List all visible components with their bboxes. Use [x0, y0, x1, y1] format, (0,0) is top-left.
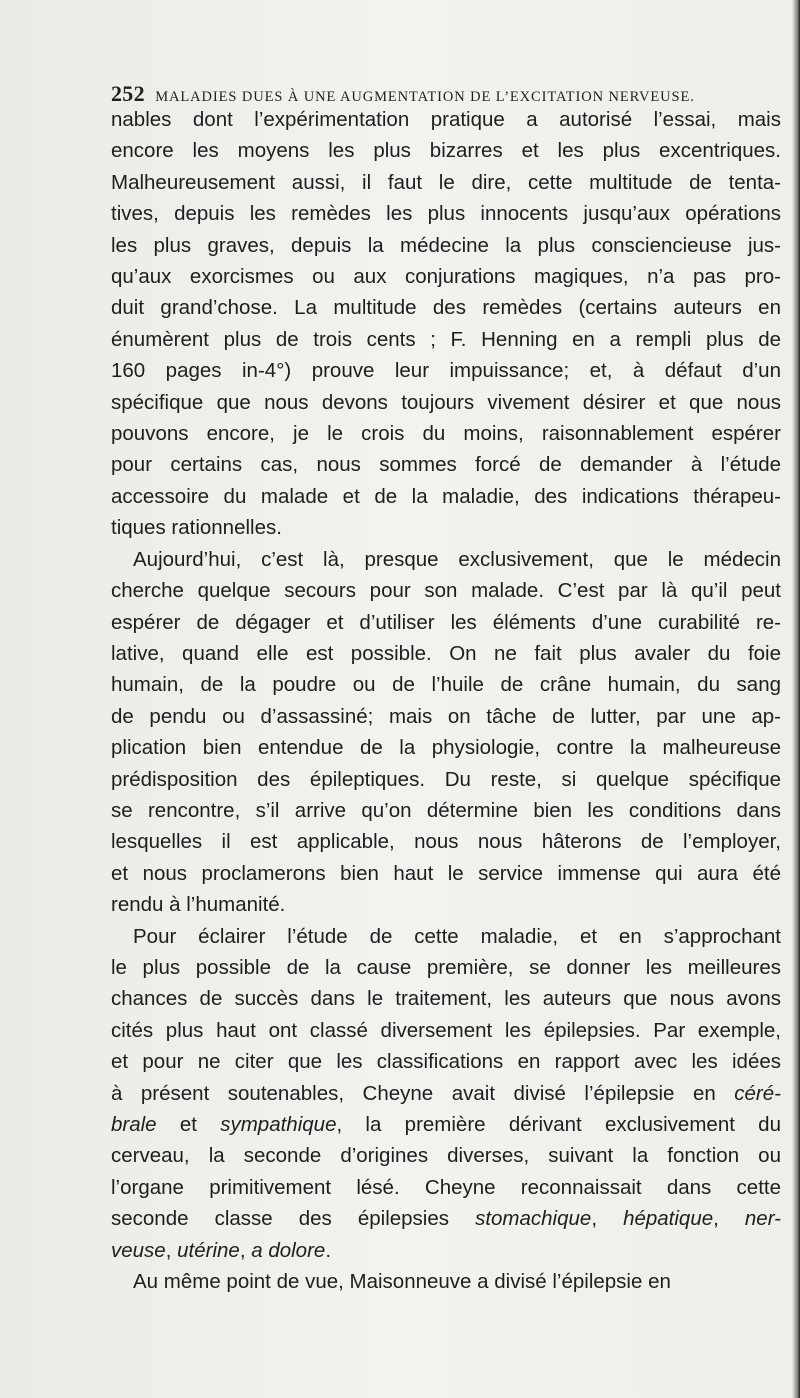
text-line: Au même point de vue, Maisonneuve a divisé l’épilepsie en	[133, 1270, 671, 1294]
text-line: accessoire du malade et de la maladie, des indications thérapeu-	[111, 484, 781, 508]
text-line: énumèrent plus de trois cents ; F. Henning en a rempli plus de	[111, 327, 781, 351]
text-line: humain, de la poudre ou de l’huile de crâne humain, du sang	[111, 673, 781, 697]
text-line: pouvons encore, je le crois du moins, raisonnablement espérer	[111, 422, 781, 446]
text-line: plication bien entendue de la physiologie, contre la malheureuse	[111, 736, 781, 760]
text-line: brale et sympathique, la première dérivant exclusivement du	[111, 1113, 781, 1136]
text-line: et pour ne citer que les classifications en rapport avec les idées	[111, 1050, 781, 1074]
text-line: les plus graves, depuis la médecine la plus consciencieuse jus-	[111, 233, 781, 257]
text-line: Malheureusement aussi, il faut le dire, cette multitude de tenta-	[111, 170, 781, 194]
italic-term: sympathique	[220, 1113, 337, 1136]
text-line: chances de succès dans le traitement, les auteurs que nous avons	[111, 987, 781, 1011]
italic-term: ner-	[744, 1207, 781, 1231]
text-line: Pour éclairer l’étude de cette maladie, et en s’approchant	[133, 924, 781, 948]
italic-term: hépatique	[623, 1207, 714, 1231]
text-line: cerveau, la seconde d’origines diverses, suivant la fonction ou	[111, 1144, 781, 1168]
text-line: seconde classe des épilepsies stomachique, hépatique, ner-	[111, 1207, 781, 1231]
text-line: rendu à l’humanité.	[111, 893, 286, 917]
text-line: duit grand’chose. La multitude des remèdes (certains auteurs en	[111, 296, 781, 320]
text-line: qu’aux exorcismes ou aux conjurations magiques, n’a pas pro-	[111, 265, 781, 289]
text-line: nables dont l’expérimentation pratique a autorisé l’essai, mais	[111, 108, 781, 131]
text-line: Aujourd’hui, c’est là, presque exclusivement, que le médecin	[133, 547, 781, 571]
body-text	[111, 104, 781, 1297]
italic-term: utérine	[177, 1238, 240, 1262]
text-line: pour certains cas, nous sommes forcé de demander à l’étude	[111, 453, 781, 477]
text-line: tiques rationnelles.	[111, 516, 282, 540]
text-line: cherche quelque secours pour son malade. C’est par là qu’il peut	[111, 579, 781, 603]
italic-term: brale	[111, 1113, 157, 1136]
italic-term: a dolore	[251, 1238, 326, 1262]
running-title: MALADIES DUES À UNE AUGMENTATION DE L’EXCITATION NERVEUSE.	[155, 89, 695, 105]
text-line: cités plus haut ont classé diversement les épilepsies. Par exemple,	[111, 1018, 781, 1042]
text-line: 160 pages in-4°) prouve leur impuissance; et, à défaut d’un	[111, 359, 781, 383]
text-line: veuse, utérine, a dolore.	[111, 1238, 332, 1262]
italic-term: stomachique	[475, 1207, 592, 1231]
text-line: espérer de dégager et d’utiliser les éléments d’une curabilité re-	[111, 610, 781, 634]
text-line: encore les moyens les plus bizarres et les plus excentriques.	[111, 139, 781, 163]
text-line: tives, depuis les remèdes les plus innocents jusqu’aux opérations	[111, 202, 781, 226]
text-line: lesquelles il est applicable, nous nous hâterons de l’employer,	[111, 830, 781, 854]
text-line: se rencontre, s’il arrive qu’on détermine bien les conditions dans	[111, 798, 781, 822]
text-line: de pendu ou d’assassiné; mais on tâche de lutter, par une ap-	[111, 704, 781, 728]
page-edge-shadow	[792, 0, 800, 1398]
page-number: 252	[111, 81, 145, 106]
text-line: l’organe primitivement lésé. Cheyne reconnaissait dans cette	[111, 1175, 781, 1199]
text-line: le plus possible de la cause première, se donner les meilleures	[111, 955, 781, 979]
text-line: prédisposition des épileptiques. Du reste, si quelque spécifique	[111, 767, 781, 791]
text-line: à présent soutenables, Cheyne avait divisé l’épilepsie en céré-	[111, 1081, 781, 1105]
text-line: lative, quand elle est possible. On ne fait plus avaler du foie	[111, 641, 781, 665]
text-line: spécifique que nous devons toujours vivement désirer et que nous	[111, 390, 781, 414]
text-line: et nous proclamerons bien haut le service immense qui aura été	[111, 861, 781, 885]
italic-term: céré-	[734, 1081, 781, 1105]
italic-term: veuse	[111, 1238, 166, 1262]
